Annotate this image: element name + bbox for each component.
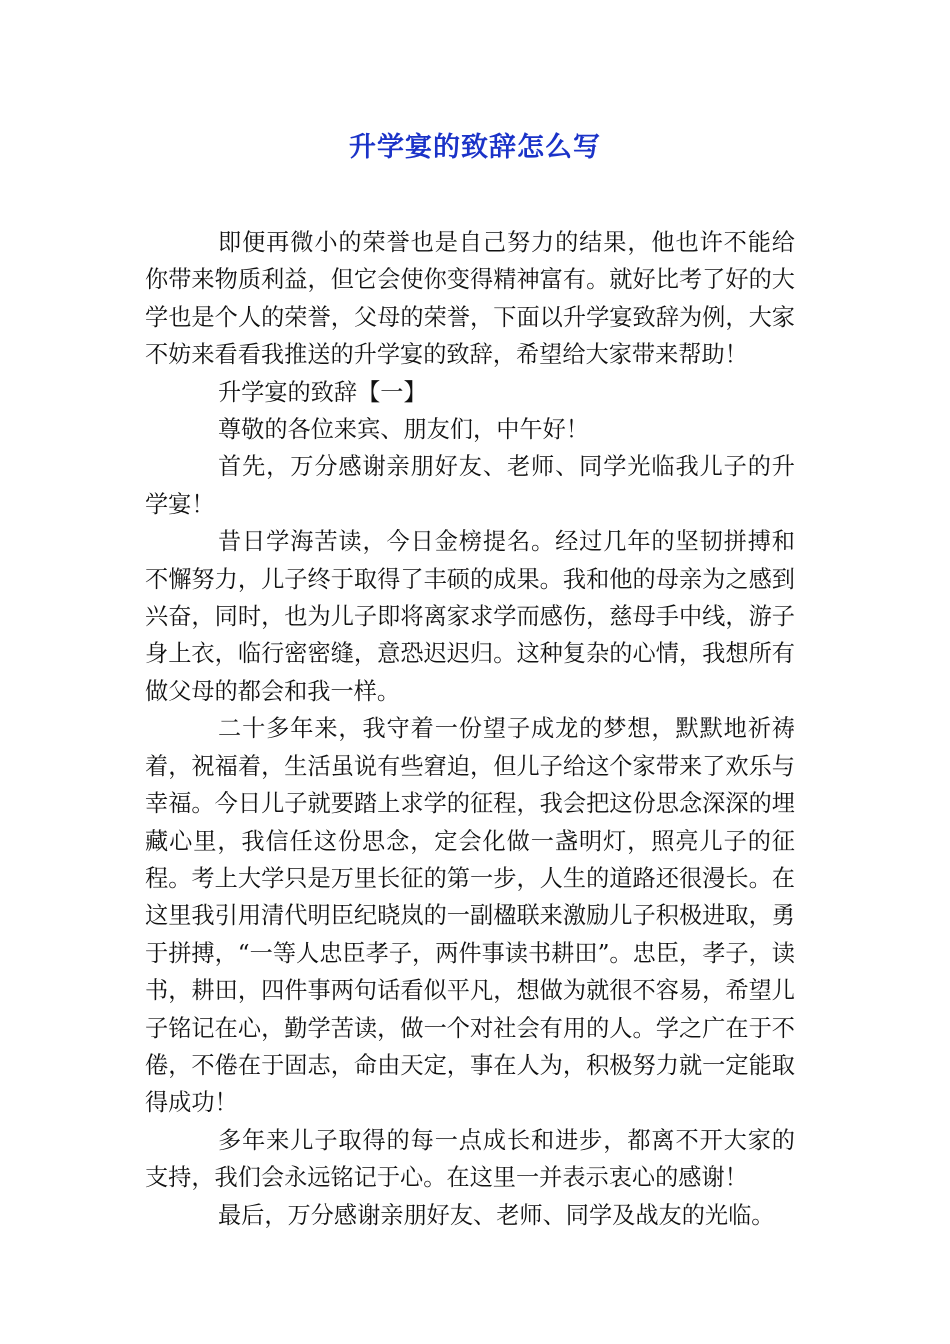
document-body (145, 224, 795, 1234)
paragraph-hopes: 二十多年来，我守着一份望子成龙的梦想，默默地祈祷着，祝福着，生活虽说有些窘迫，但儿子给这个家带来了欢乐与幸福。今日儿子就要踏上求学的征程，我会把这份思念深深的埋藏心里，我信任这份思念，定会化做一盏明灯，照亮儿子的征程。考上大学只是万里长征的第一步，人生的道路还很漫长。在这里我引用清代明臣纪晓岚的一副楹联来激励儿子积极进取，勇于拼搏，“一等人忠臣孝子，两件事读书耕田”。忠臣，孝子，读书，耕田，四件事两句话看似平凡，想做为就很不容易，希望儿子铭记在心，勤学苦读，做一个对社会有用的人。学之广在于不倦，不倦在于固志，命由天定，事在人为，积极努力就一定能取得成功！ (145, 715, 795, 1117)
paragraph-thanks: 首先，万分感谢亲朋好友、老师、同学光临我儿子的升学宴！ (145, 453, 795, 518)
paragraph-gratitude: 多年来儿子取得的每一点成长和进步，都离不开大家的支持，我们会永远铭记于心。在这里一并表示衷心的感谢！ (145, 1126, 795, 1192)
paragraph-closing: 最后，万分感谢亲朋好友、老师、同学及战友的光临。 (218, 1201, 775, 1229)
paragraph-intro: 即便再微小的荣誉也是自己努力的结果，他也许不能给你带来物质利益，但它会使你变得精神富有。就好比考了好的大学也是个人的荣誉，父母的荣誉，下面以升学宴致辞为例，大家不妨来看看我推送的升学宴的致辞，希望给大家带来帮助！ (145, 229, 795, 369)
paragraph-achievement: 昔日学海苦读，今日金榜提名。经过几年的坚韧拼搏和不懈努力，儿子终于取得了丰硕的成果。我和他的母亲为之感到兴奋，同时，也为儿子即将离家求学而感伤，慈母手中线，游子身上衣，临行密密缝，意恐迟迟归。这种复杂的心情，我想所有做父母的都会和我一样。 (145, 528, 795, 705)
document-title: 升学宴的致辞怎么写 (349, 132, 601, 163)
paragraph-greeting: 尊敬的各位来宾、朋友们，中午好！ (218, 416, 589, 444)
section-heading: 升学宴的致辞【一】 (218, 378, 427, 406)
